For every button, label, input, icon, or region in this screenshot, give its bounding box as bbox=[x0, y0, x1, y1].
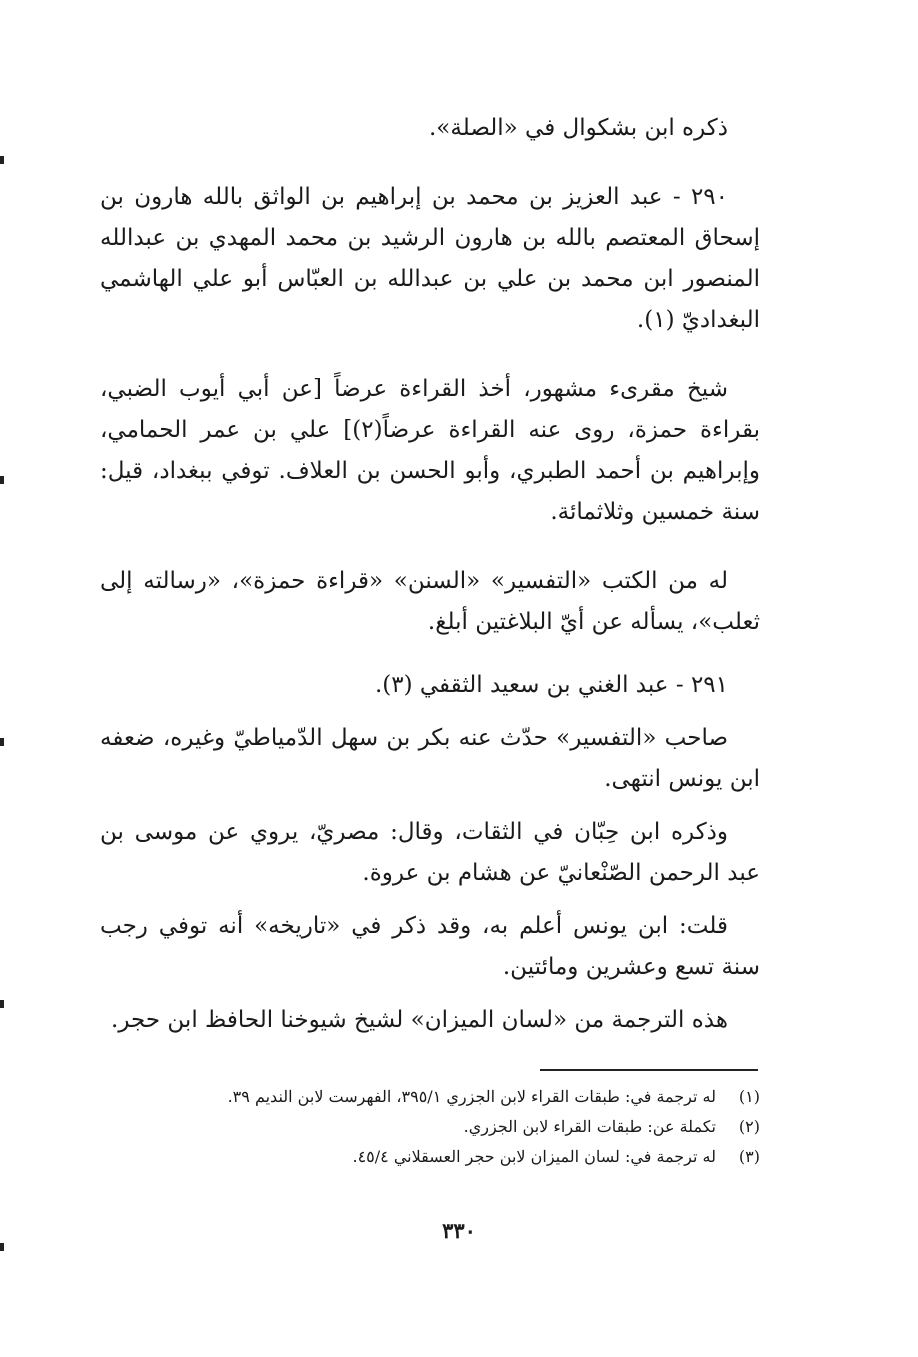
footnote-text: له ترجمة في: لسان الميزان لابن حجر العسقلاني ٤٥/٤. bbox=[352, 1147, 716, 1166]
entry-290-heading: ٢٩٠ - عبد العزيز بن محمد بن إبراهيم بن الواثق بالله هارون بن إسحاق المعتصم بالله بن هارون الرشيد بن محمد المهدي بن عبدالله المنصور ابن محمد بن علي بن عبدالله بن العبّاس أبو علي الهاشمي البغداديّ (١). bbox=[100, 184, 760, 333]
scan-edge-mark bbox=[0, 1000, 4, 1008]
paragraph-ibn-bashkuwal: ذكره ابن بشكوال في «الصلة». bbox=[429, 115, 728, 141]
page-body bbox=[100, 108, 760, 1041]
paragraph-sheikh-muqri: شيخ مقرىء مشهور، أخذ القراءة عرضاً [عن أبي أيوب الضبي، بقراءة حمزة، روى عنه القراءة عرضاً(٢)] علي بن عمر الحمامي، وإبراهيم بن أحمد الطبري، وأبو الحسن بن العلاف. توفي ببغداد، قيل: سنة خمسين وثلاثمائة. bbox=[100, 376, 760, 525]
scan-edge-mark bbox=[0, 738, 4, 746]
scan-edge-mark bbox=[0, 156, 4, 164]
footnote-number: (١) bbox=[738, 1087, 760, 1106]
paragraph-ibn-hibban: وذكره ابن حِبّان في الثقات، وقال: مصريّ، يروي عن موسى بن عبد الرحمن الصّنْعانيّ عن هشام بن عروة. bbox=[100, 819, 760, 886]
paragraph-sahib-tafsir: صاحب «التفسير» حدّث عنه بكر بن سهل الدّمياطيّ وغيره، ضعفه ابن يونس انتهى. bbox=[100, 725, 760, 792]
footnote-item bbox=[140, 1142, 760, 1172]
paragraph-qultu: قلت: ابن يونس أعلم به، وقد ذكر في «تاريخه» أنه توفي رجب سنة تسع وعشرين ومائتين. bbox=[100, 913, 760, 980]
footnote-number: (٣) bbox=[738, 1147, 760, 1166]
footnotes bbox=[140, 1082, 760, 1172]
footnote-divider bbox=[540, 1069, 758, 1071]
footnote-item bbox=[140, 1082, 760, 1112]
page-number: ٣٣٠ bbox=[442, 1218, 476, 1243]
footnote-text: تكملة عن: طبقات القراء لابن الجزري. bbox=[463, 1117, 716, 1136]
entry-291-heading: ٢٩١ - عبد الغني بن سعيد الثقفي (٣). bbox=[374, 672, 728, 698]
scan-edge-mark bbox=[0, 476, 4, 484]
paragraph-books: له من الكتب «التفسير» «السنن» «قراءة حمزة»، «رسالته إلى ثعلب»، يسأله عن أيّ البلاغتين أبلغ. bbox=[100, 568, 760, 635]
scan-edge-mark bbox=[0, 1243, 4, 1251]
footnote-text: له ترجمة في: طبقات القراء لابن الجزري ٣٩٥/١، الفهرست لابن النديم ٣٩. bbox=[227, 1087, 716, 1106]
footnote-item bbox=[140, 1112, 760, 1142]
footnote-number: (٢) bbox=[738, 1117, 760, 1136]
paragraph-tarjama-source: هذه الترجمة من «لسان الميزان» لشيخ شيوخنا الحافظ ابن حجر. bbox=[111, 1007, 728, 1033]
